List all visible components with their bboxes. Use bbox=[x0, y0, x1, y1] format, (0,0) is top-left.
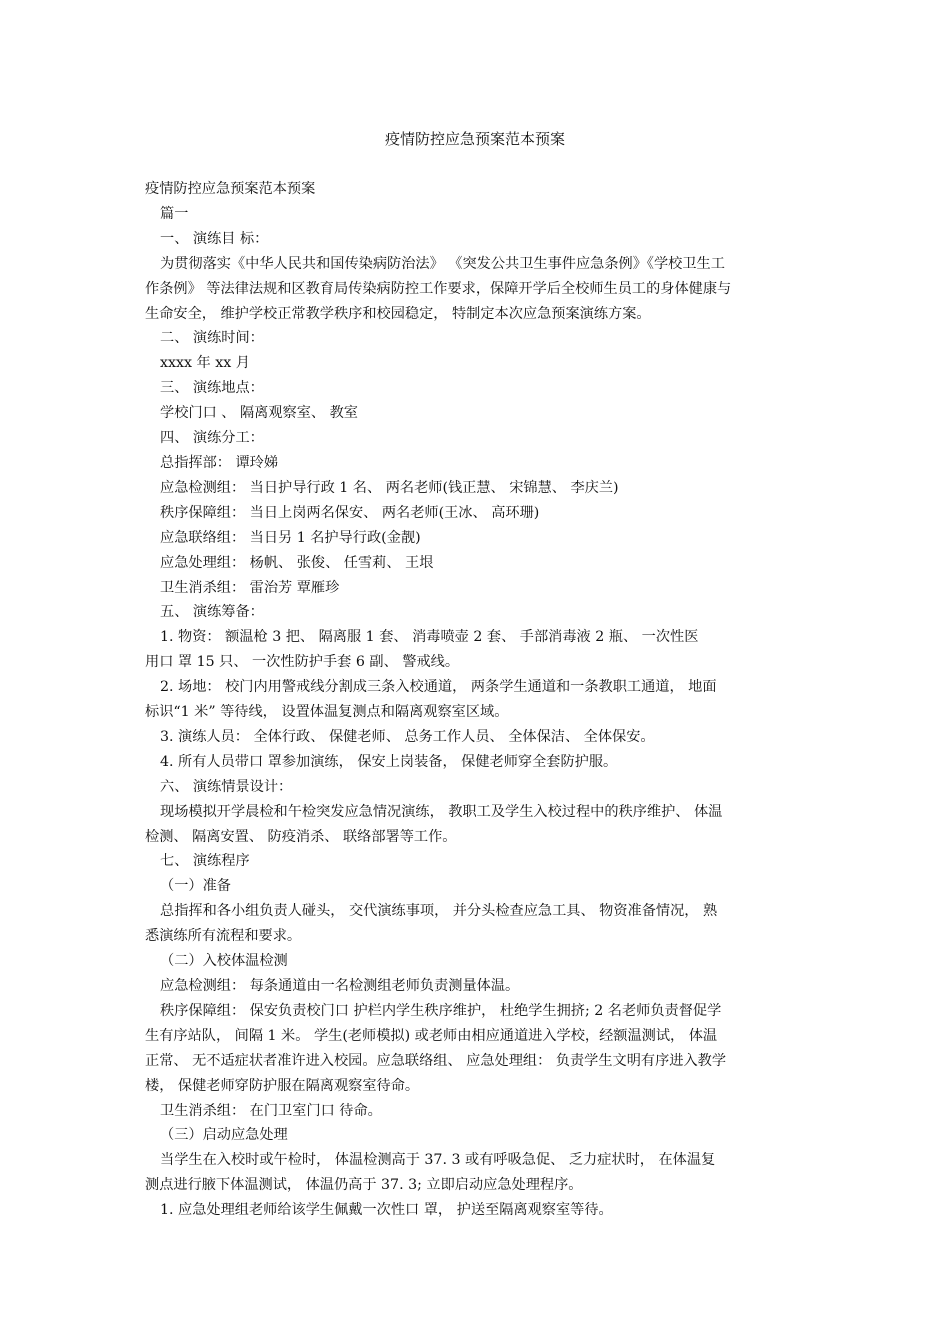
paragraph-line: 应急检测组： 每条通道由一名检测组老师负责测量体温。 bbox=[160, 978, 520, 994]
paragraph-line: 1. 物资： 额温枪 3 把、 隔离服 1 套、 消毒喷壶 2 套、 手部消毒液 2 瓶、 一次性医 bbox=[160, 629, 699, 646]
paragraph-line: 标识“1 米” 等待线， 设置体温复测点和隔离观察室区域。 bbox=[145, 704, 509, 721]
paragraph-line: 现场模拟开学晨检和午检突发应急情况演练， 教职工及学生入校过程中的秩序维护、 体温 bbox=[160, 803, 723, 820]
paragraph-line: 应急检测组： 当日护导行政 1 名、 两名老师(钱正慧、 宋锦慧、 李庆兰) bbox=[160, 479, 619, 496]
paragraph-line: 应急联络组： 当日另 1 名护导行政(金靓) bbox=[160, 529, 421, 546]
section-heading: 六、 演练情景设计： bbox=[160, 778, 293, 795]
section-heading: 五、 演练筹备： bbox=[160, 604, 264, 621]
paragraph-line: 2. 场地： 校门内用警戒线分割成三条入校通道， 两条学生通道和一条教职工通道， 地面 bbox=[160, 679, 717, 696]
subsection-heading: （一）准备 bbox=[160, 878, 231, 895]
subsection-heading: （三）启动应急处理 bbox=[160, 1127, 288, 1144]
paragraph-line: 作条例》 等法律法规和区教育局传染病防控工作要求，保障开学后全校师生员工的身体健康与 bbox=[145, 280, 732, 297]
paragraph-line: 用口 罩 15 只、 一次性防护手套 6 副、 警戒线。 bbox=[145, 654, 460, 671]
paragraph-line: 为贯彻落实《中华人民共和国传染病防治法》 《突发公共卫生事件应急条例》《学校卫生工 bbox=[160, 255, 725, 272]
paragraph-line: 测点进行腋下体温测试， 体温仍高于 37. 3; 立即启动应急处理程序。 bbox=[145, 1177, 583, 1194]
subsection-heading: （二）入校体温检测 bbox=[160, 953, 288, 970]
paragraph-line: 卫生消杀组： 在门卫室门口 待命。 bbox=[160, 1102, 382, 1119]
document-title: 疫情防控应急预案范本预案 bbox=[384, 130, 565, 148]
paragraph-line: 学校门口 、 隔离观察室、 教室 bbox=[160, 405, 358, 422]
paragraph-line: 生命安全， 维护学校正常教学秩序和校园稳定， 特制定本次应急预案演练方案。 bbox=[145, 305, 651, 322]
paragraph-line: 秩序保障组： 保安负责校门口 护栏内学生秩序维护， 杜绝学生拥挤; 2 名老师负责督促学 bbox=[160, 1002, 722, 1019]
section-heading: 疫情防控应急预案范本预案 bbox=[145, 181, 316, 197]
paragraph-line: 4. 所有人员带口 罩参加演练， 保安上岗装备， 保健老师穿全套防护服。 bbox=[160, 753, 618, 770]
section-heading: 一、 演练目 标： bbox=[160, 230, 269, 247]
paragraph-line: 应急处理组： 杨帆、 张俊、 任雪莉、 王垠 bbox=[160, 554, 434, 571]
paragraph-line: 当学生在入校时或午检时， 体温检测高于 37. 3 或有呼吸急促、 乏力症状时， 在体温复 bbox=[160, 1152, 716, 1169]
paragraph-line: 正常、 无不适症状者准许进入校园。应急联络组、 应急处理组： 负责学生文明有序进入教学 bbox=[145, 1052, 727, 1069]
part-label: 篇一 bbox=[160, 205, 189, 222]
paragraph-line: 悉演练所有流程和要求。 bbox=[145, 928, 302, 945]
paragraph-line: 3. 演练人员： 全体行政、 保健老师、 总务工作人员、 全体保洁、 全体保安。 bbox=[160, 728, 655, 745]
section-heading: 二、 演练时间： bbox=[160, 330, 264, 347]
document-body bbox=[145, 177, 815, 1223]
paragraph-line: 总指挥和各小组负责人碰头， 交代演练事项， 并分头检查应急工具、 物资准备情况， 熟 bbox=[160, 903, 718, 920]
paragraph-line: 卫生消杀组： 雷治芳 覃雁珍 bbox=[160, 579, 340, 596]
paragraph-line: 生有序站队， 间隔 1 米。 学生(老师模拟) 或老师由相应通道进入学校，经额温测试， 体温 bbox=[145, 1027, 718, 1044]
paragraph-line: xxxx 年 xx 月 bbox=[160, 355, 250, 372]
section-heading: 七、 演练程序 bbox=[160, 853, 250, 870]
section-heading: 三、 演练地点： bbox=[160, 380, 264, 397]
paragraph-line: 楼， 保健老师穿防护服在隔离观察室待命。 bbox=[145, 1077, 420, 1094]
paragraph-line: 检测、 隔离安置、 防疫消杀、 联络部署等工作。 bbox=[145, 828, 457, 845]
paragraph-line: 秩序保障组： 当日上岗两名保安、 两名老师(王冰、 高环珊) bbox=[160, 504, 540, 521]
paragraph-line: 1. 应急处理组老师给该学生佩戴一次性口 罩， 护送至隔离观察室等待。 bbox=[160, 1202, 613, 1219]
section-heading: 四、 演练分工： bbox=[160, 430, 264, 447]
paragraph-line: 总指挥部： 谭玲娣 bbox=[160, 454, 279, 471]
